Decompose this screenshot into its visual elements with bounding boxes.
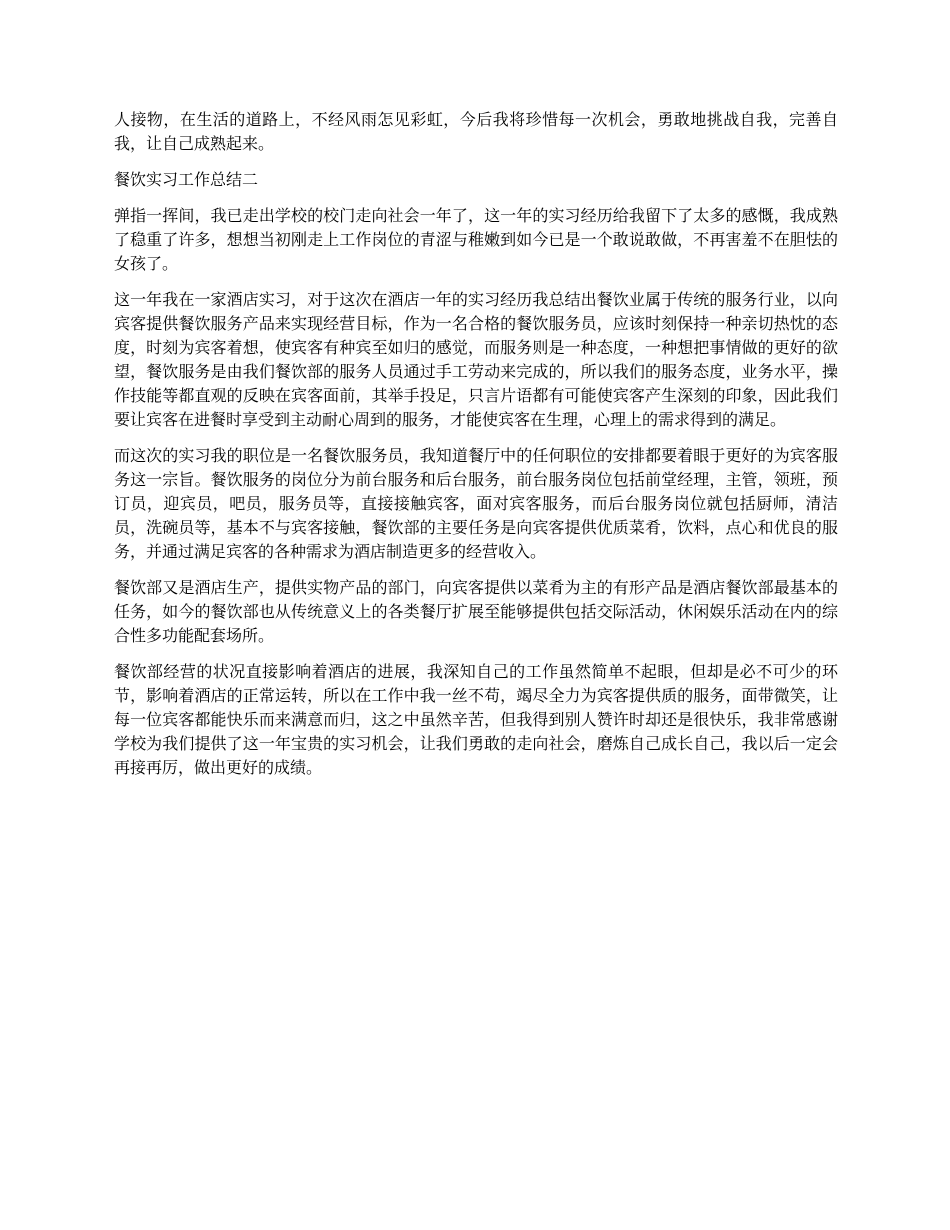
- paragraph: 餐饮部又是酒店生产，提供实物产品的部门，向宾客提供以菜肴为主的有形产品是酒店餐饮部最基本的任务，如今的餐饮部也从传统意义上的各类餐厅扩展至能够提供包括交际活动，休闲娱乐活动在内的综合性多功能配套场所。: [114, 578, 838, 645]
- paragraph: 这一年我在一家酒店实习，对于这次在酒店一年的实习经历我总结出餐饮业属于传统的服务行业，以向宾客提供餐饮服务产品来实现经营目标，作为一名合格的餐饮服务员，应该时刻保持一种亲切热忱的态度，时刻为宾客着想，使宾客有种宾至如归的感觉，而服务则是一种态度，一种想把事情做的更好的欲望，餐饮服务是由我们餐饮部的服务人员通过手工劳动来完成的，所以我们的服务态度，业务水平，操作技能等都直观的反映在宾客面前，其举手投足，只言片语都有可能使宾客产生深刻的印象，因此我们要让宾客在进餐时享受到主动耐心周到的服务，才能使宾客在生理，心理上的需求得到的满足。: [114, 290, 838, 429]
- paragraph-continuation: 人接物，在生活的道路上，不经风雨怎见彩虹，今后我将珍惜每一次机会，勇敢地挑战自我，完善自我，让自己成熟起来。: [114, 110, 838, 153]
- paragraph: 弹指一挥间，我已走出学校的校门走向社会一年了，这一年的实习经历给我留下了太多的感慨，我成熟了稳重了许多，想想当初刚走上工作岗位的青涩与稚嫩到如今已是一个敢说敢做，不再害羞不在胆怯的女孩了。: [114, 206, 838, 273]
- document-page: [114, 108, 838, 792]
- section-heading: 餐饮实习工作总结二: [114, 170, 259, 189]
- paragraph: 餐饮部经营的状况直接影响着酒店的进展，我深知自己的工作虽然简单不起眼，但却是必不可少的环节，影响着酒店的正常运转，所以在工作中我一丝不苟，竭尽全力为宾客提供质的服务，面带微笑，让每一位宾客都能快乐而来满意而归，这之中虽然辛苦，但我得到别人赞许时却还是很快乐，我非常感谢学校为我们提供了这一年宝贵的实习机会，让我们勇敢的走向社会，磨炼自己成长自己，我以后一定会再接再厉，做出更好的成绩。: [114, 662, 838, 777]
- paragraph: 而这次的实习我的职位是一名餐饮服务员，我知道餐厅中的任何职位的安排都要着眼于更好的为宾客服务这一宗旨。餐饮服务的岗位分为前台服务和后台服务，前台服务岗位包括前堂经理，主管，领班，预订员，迎宾员，吧员，服务员等，直接接触宾客，面对宾客服务，而后台服务岗位就包括厨师，清洁员，洗碗员等，基本不与宾客接触，餐饮部的主要任务是向宾客提供优质菜肴，饮料，点心和优良的服务，并通过满足宾客的各种需求为酒店制造更多的经营收入。: [114, 446, 838, 561]
